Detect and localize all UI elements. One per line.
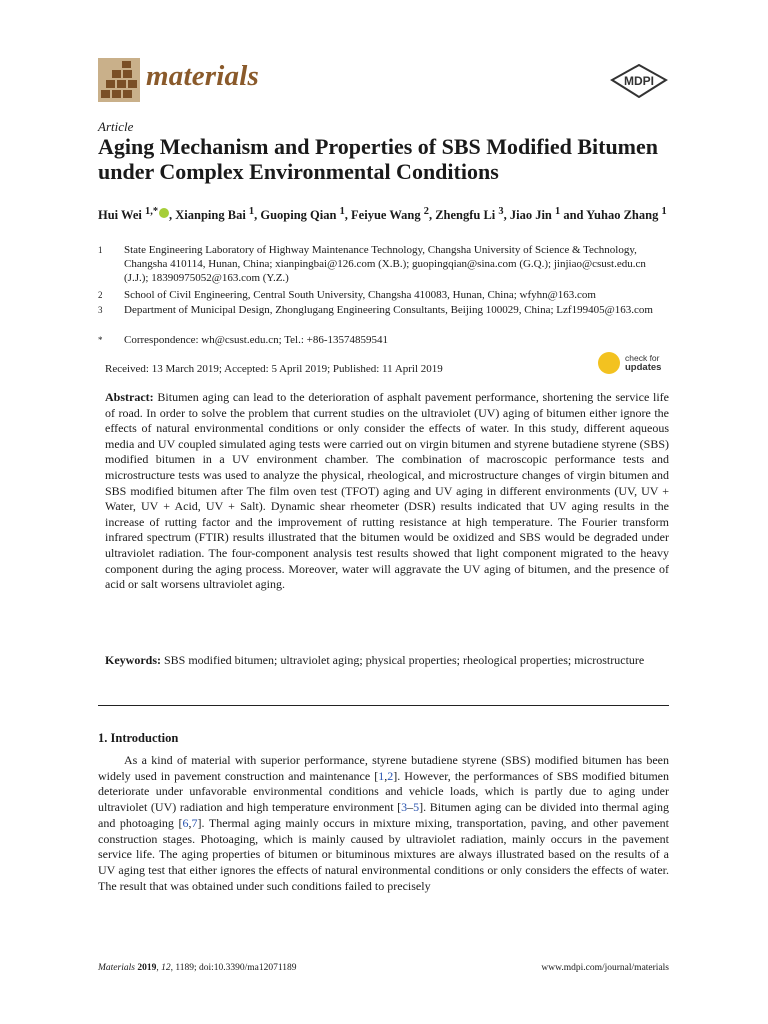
journal-logo-icon: [98, 58, 140, 102]
mdpi-logo-icon: [610, 64, 668, 98]
footer-url[interactable]: www.mdpi.com/journal/materials: [541, 963, 669, 973]
keywords-text: SBS modified bitumen; ultraviolet aging; physical properties; rheological properties; microstructure: [164, 653, 645, 667]
correspondence: [98, 333, 668, 347]
abstract: [105, 390, 669, 593]
intro-text: ,: [188, 815, 192, 830]
affiliation-text: Department of Municipal Design, Zhonglugang Engineering Consultants, Beijing 100029, China; Lzf199405@163.com: [124, 304, 653, 316]
intro-text: –: [407, 800, 414, 815]
citation-link[interactable]: 5: [413, 800, 420, 815]
author-name: Feiyue Wang: [351, 208, 421, 223]
author-affil: 1: [248, 206, 255, 217]
authors-and: and: [563, 208, 584, 223]
author-affil: 2: [423, 206, 429, 217]
affiliation: [98, 288, 668, 302]
citation-link[interactable]: 6: [182, 815, 189, 830]
author-affil: 1: [555, 206, 561, 217]
author-name: Jiao Jin: [509, 208, 552, 223]
footer-journal: Materials: [98, 963, 135, 973]
abstract-text: Bitumen aging can lead to the deterioration of asphalt pavement performance, shortening the service life of road. In order to solve the problem that current studies on the ultraviolet (UV) aging of bitumen either ignore the effects of natural environmental conditions or only consider the effects of water. In this study, different aqueous media and UV coupled simulated aging tests were carried out on virgin bitumen and styrene butadiene styrene (SBS) modified bitumen in a UV environment chamber. The combination of macroscopic performance tests and microstructure tests was used to analyze the physical, rheological, and microstructure changes of virgin bitumen and SBS modified bitumen after The film oven test (TFOT) aging and UV aging in different environments (UV, UV + Water, UV + Acid, UV + Salt). Dynamic shear rheometer (DSR) results indicated that UV aging results in the increase of rutting factor and the improvement of rutting resistance at high temperature. The Fourier transform infrared spectrum (FTIR) results illustrated that the bitumen would be oxidized and SBS would be degraded under ultraviolet radiation. The four-component analysis test results showed that light component migrated to the heavy component during the aging process. Moreover, water will aggravate the UV aging of bitumen, and the presence of acid or salt worsens ultraviolet aging.: [105, 390, 670, 592]
intro-text: ]. Thermal aging mainly occurs in mixture mixing, transportation, paving, and other pavement construction stages. Photoaging, which is mainly caused by ultraviolet radiation, mainly occurs in the pavement service life. The aging properties of bitumen or bituminous mixtures are always illustrated based on the results of a UV aging test that either ignores the effects of natural environmental conditions or only considers the effects of water. The result that was obtained under such conditions failed to precisely: [98, 815, 669, 893]
section-divider: [98, 705, 669, 706]
affiliation-number: 1: [98, 245, 103, 255]
section-heading: 1. Introduction: [98, 731, 179, 745]
publication-dates: Received: 13 March 2019; Accepted: 5 April 2019; Published: 11 April 2019: [105, 363, 443, 375]
author-affil: 1: [339, 206, 345, 217]
affiliation-number: *: [98, 335, 103, 345]
citation-link[interactable]: 1: [378, 768, 385, 783]
affiliation-text: Correspondence: wh@csust.edu.cn; Tel.: +86-13574859541: [124, 334, 389, 346]
author-name: Xianping Bai: [175, 208, 246, 223]
author-name: Yuhao Zhang: [586, 208, 659, 223]
citation-link[interactable]: 2: [387, 768, 394, 783]
check-updates-icon: [598, 352, 620, 374]
orcid-icon[interactable]: [159, 208, 169, 218]
citation-link[interactable]: 3: [401, 800, 408, 815]
check-for-updates-button[interactable]: [598, 352, 678, 376]
abstract-label: Abstract:: [105, 390, 154, 404]
intro-text: ]. Bitumen aging can be divided into thermal aging and photoaging [: [98, 800, 669, 830]
mdpi-logo-text: MDPI: [624, 74, 654, 88]
affiliation-number: 3: [98, 305, 103, 315]
author-name: Zhengfu Li: [435, 208, 496, 223]
footer-citation: Materials 2019, 12, 1189; doi:10.3390/ma12071189: [98, 963, 297, 973]
article-type: Article: [98, 119, 134, 134]
intro-text: As a kind of material with superior performance, styrene butadiene styrene (SBS) modified bitumen has been widely used in pavement construction and maintenance [: [98, 753, 669, 783]
author-name: Hui Wei: [98, 208, 142, 223]
affiliation-text: State Engineering Laboratory of Highway Maintenance Technology, Changsha University of Science & Technology, Changsha 410114, Hunan, China; xianpingbai@126.com (X.B.); guopingqian@sina.com (G.Q.); jinjiao@csust.edu.cn (J.J.); 18390975052@163.com (Y.Z.): [124, 244, 646, 284]
citation-link[interactable]: 7: [191, 815, 198, 830]
affiliation-number: 2: [98, 290, 103, 300]
author-affil: 1,*: [145, 206, 159, 217]
affiliation: [98, 303, 668, 317]
author-affil: 1: [661, 206, 667, 217]
journal-name: materials: [146, 60, 259, 92]
check-updates-line1: check for: [625, 353, 660, 363]
keywords: [105, 653, 669, 669]
introduction-paragraph: [98, 753, 669, 894]
intro-text: ,: [384, 768, 388, 783]
check-updates-line2: updates: [625, 362, 662, 373]
intro-text: ]. However, the performances of SBS modified bitumen deteriorate under unfavorable environmental conditions and vehicle loads, which is partly due to aging under ultraviolet (UV) radiation and high temperature environment [: [98, 768, 670, 815]
footer-citation-rest: , 1189; doi:10.3390/ma12071189: [170, 963, 297, 973]
author-list: Hui Wei $^{1,*}$ , Xianping Bai $^1$, Guoping Qian $^1$, Feiyue Wang $^2$, Zhengfu Li $^3$, Jiao Jin $^1$ and Yuhao Zhang $^1$: [98, 206, 667, 223]
paper-title: Aging Mechanism and Properties of SBS Modified Bitumen under Complex Environmental Conditions: [98, 134, 659, 184]
author-name: Guoping Qian: [260, 208, 337, 223]
footer-year: 2019: [137, 963, 157, 973]
footer-volume: 12: [161, 963, 171, 973]
keywords-label: Keywords:: [105, 653, 161, 667]
affiliation: [98, 243, 668, 285]
affiliation-text: School of Civil Engineering, Central South University, Changsha 410083, Hunan, China; wfyhn@163.com: [124, 289, 596, 301]
author-affil: 3: [498, 206, 504, 217]
